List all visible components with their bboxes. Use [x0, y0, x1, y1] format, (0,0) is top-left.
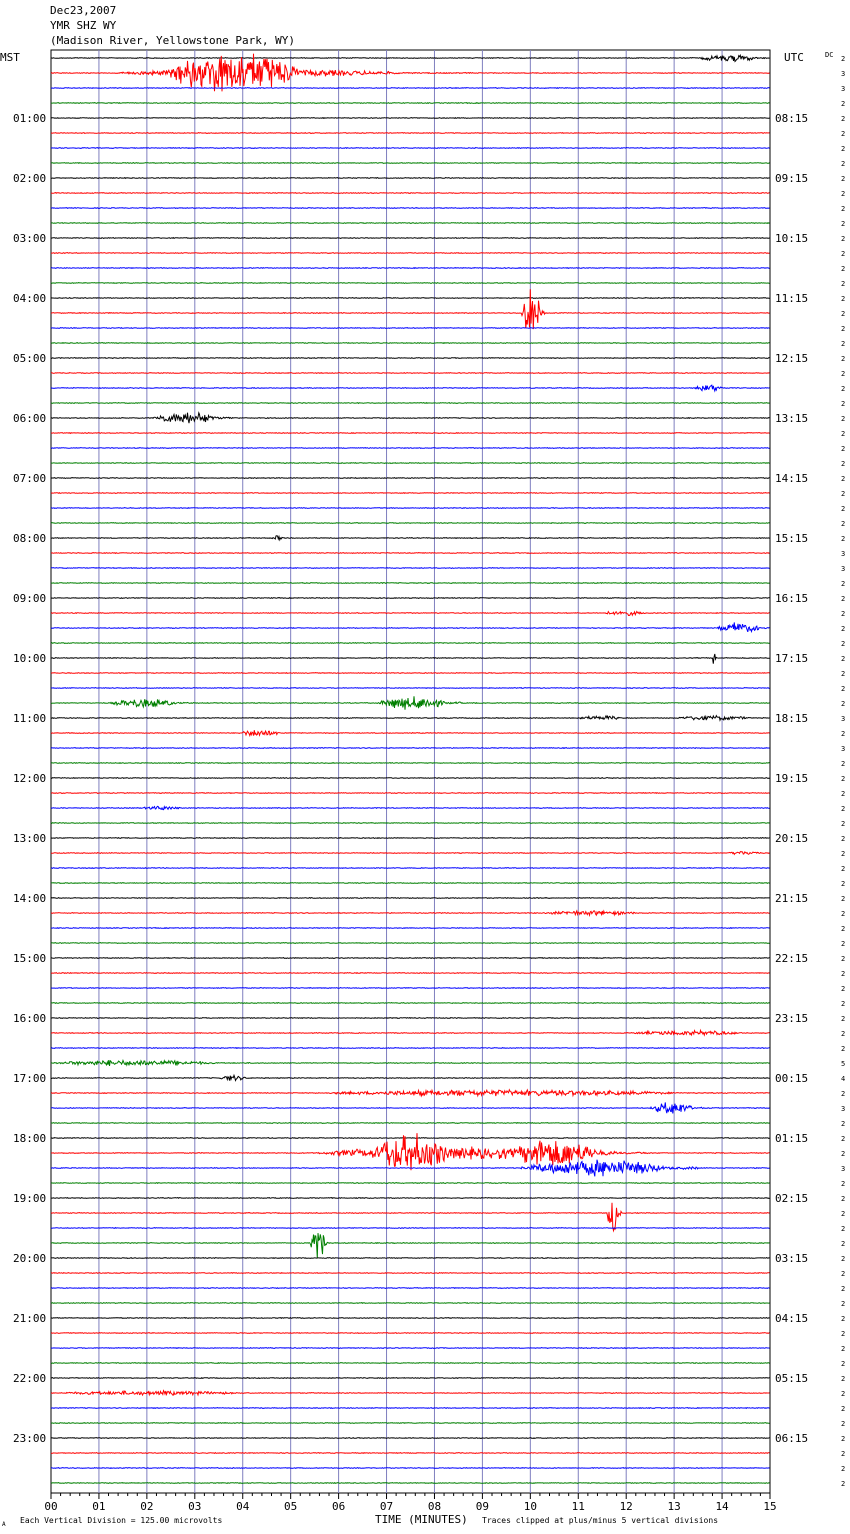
dc-offset-label: 2 [841, 1090, 846, 1098]
mst-hour-label: 04:00 [13, 292, 47, 305]
dc-offset-label: 2 [841, 985, 846, 993]
trace-row [51, 1233, 770, 1258]
mst-hour-label: 18:00 [13, 1132, 47, 1145]
dc-offset-label: 2 [841, 445, 846, 453]
trace-row [51, 1348, 770, 1349]
mst-hour-label: 10:00 [13, 652, 47, 665]
trace-row [51, 478, 770, 479]
trace-row [51, 1018, 770, 1019]
dc-offset-label: 2 [841, 1015, 846, 1023]
dc-offset-label: 2 [841, 295, 846, 303]
dc-offset-label: 4 [841, 1075, 846, 1083]
header-date: Dec23,2007 [50, 4, 117, 17]
dc-offset-label: 2 [841, 145, 846, 153]
x-tick-label: 14 [715, 1500, 729, 1513]
mst-hour-label: 12:00 [13, 772, 47, 785]
trace-row [51, 1391, 770, 1396]
dc-offset-label: 2 [841, 250, 846, 258]
dc-offset-label: 2 [841, 685, 846, 693]
dc-offset-label: 2 [841, 505, 846, 513]
trace-row [51, 883, 770, 884]
trace-row [51, 298, 770, 299]
dc-offset-label: 2 [841, 670, 846, 678]
dc-offset-label: 2 [841, 265, 846, 273]
dc-offset-label: 2 [841, 1285, 846, 1293]
x-tick-label: 09 [475, 1500, 490, 1513]
trace-row [51, 823, 770, 824]
trace-row [51, 328, 770, 329]
mst-hour-label: 14:00 [13, 892, 47, 905]
dc-offset-label: 2 [841, 895, 846, 903]
mst-hour-label: 22:00 [13, 1372, 47, 1385]
utc-hour-label: 08:15 [775, 112, 809, 125]
utc-hour-label: 20:15 [775, 832, 809, 845]
trace-row [51, 568, 770, 569]
trace-row [51, 268, 770, 269]
header-location: (Madison River, Yellowstone Park, WY) [50, 34, 296, 47]
trace-row [51, 696, 770, 709]
dc-offset-label: 2 [841, 1240, 846, 1248]
trace-row [51, 55, 770, 61]
mst-hour-label: 11:00 [13, 712, 47, 725]
trace-row [51, 493, 770, 494]
utc-hour-label: 19:15 [775, 772, 809, 785]
trace-row [51, 1288, 770, 1289]
dc-offset-label: 2 [841, 805, 846, 813]
x-tick-label: 03 [188, 1500, 202, 1513]
utc-hour-label: 02:15 [775, 1192, 809, 1205]
utc-hour-label: 01:15 [775, 1132, 809, 1145]
trace-row [51, 1003, 770, 1004]
trace-row [51, 373, 770, 374]
dc-offset-label: 3 [841, 1105, 846, 1113]
trace-row [51, 868, 770, 869]
plot-frame [51, 50, 770, 1493]
x-tick-label: 07 [379, 1500, 394, 1513]
trace-row [51, 385, 770, 391]
dc-offset-label: 2 [841, 1405, 846, 1413]
trace-row [51, 463, 770, 464]
x-tick-label: 15 [763, 1500, 777, 1513]
utc-hour-label: 06:15 [775, 1432, 809, 1445]
dc-offset-label: 2 [841, 280, 846, 288]
mst-hour-label: 01:00 [13, 112, 47, 125]
trace-row [51, 413, 770, 424]
dc-offset-label: 2 [841, 820, 846, 828]
dc-offset-label: 2 [841, 700, 846, 708]
trace-row [51, 958, 770, 959]
trace-row [51, 622, 770, 632]
x-tick-label: 13 [667, 1500, 681, 1513]
trace-row [51, 289, 770, 329]
dc-offset-label: 2 [841, 955, 846, 963]
mst-hour-label: 09:00 [13, 592, 47, 605]
dc-offset-label: 2 [841, 865, 846, 873]
dc-offset-label: 2 [841, 1480, 846, 1488]
dc-offset-label: 2 [841, 355, 846, 363]
trace-row [51, 283, 770, 284]
dc-offset-label: 2 [841, 1045, 846, 1053]
trace-row [51, 133, 770, 134]
dc-offset-label: 2 [841, 1120, 846, 1128]
dc-offset-label: 2 [841, 520, 846, 528]
dc-offset-label: 2 [841, 1330, 846, 1338]
trace-row [51, 553, 770, 554]
trace-row [51, 536, 770, 540]
trace-row [51, 598, 770, 599]
trace-row [51, 1075, 770, 1080]
utc-hour-label: 10:15 [775, 232, 809, 245]
utc-hour-label: 15:15 [775, 532, 809, 545]
trace-row [51, 1378, 770, 1379]
dc-offset-label: 2 [841, 490, 846, 498]
dc-offset-label: 2 [841, 655, 846, 663]
trace-row [51, 973, 770, 974]
trace-row [51, 523, 770, 524]
x-tick-label: 12 [619, 1500, 633, 1513]
trace-row [51, 716, 770, 721]
trace-row [51, 612, 770, 616]
dc-offset-label: 2 [841, 625, 846, 633]
utc-hour-label: 16:15 [775, 592, 809, 605]
dc-offset-label: 2 [841, 790, 846, 798]
x-tick-label: 04 [236, 1500, 250, 1513]
dc-offset-label: 2 [841, 475, 846, 483]
x-tick-label: 02 [140, 1500, 154, 1513]
utc-hour-label: 21:15 [775, 892, 809, 905]
dc-offset-label: 2 [841, 1000, 846, 1008]
dc-offset-label: 2 [841, 1135, 846, 1143]
trace-row [51, 1198, 770, 1199]
utc-hour-label: 03:15 [775, 1252, 809, 1265]
trace-row [51, 238, 770, 239]
dc-offset-label: 2 [841, 1315, 846, 1323]
dc-offset-label: 3 [841, 85, 846, 93]
dc-offset-label: 2 [841, 100, 846, 108]
trace-row [51, 1102, 770, 1113]
mst-hour-label: 17:00 [13, 1072, 47, 1085]
dc-offset-label: 2 [841, 205, 846, 213]
x-tick-label: 06 [331, 1500, 346, 1513]
dc-offset-label: 2 [841, 1210, 846, 1218]
trace-row [51, 806, 770, 809]
trace-row [51, 643, 770, 644]
dc-offset-label: 2 [841, 1300, 846, 1308]
header-station: YMR SHZ WY [50, 19, 117, 32]
trace-row [51, 852, 770, 855]
trace-row [51, 1333, 770, 1334]
utc-hour-label: 17:15 [775, 652, 809, 665]
dc-offset-label: 2 [841, 130, 846, 138]
dc-offset-label: 2 [841, 1450, 846, 1458]
mst-hour-label: 15:00 [13, 952, 47, 965]
trace-row [51, 1423, 770, 1424]
trace-row [51, 688, 770, 689]
dc-offset-label: 3 [841, 70, 846, 78]
dc-offset-label: 2 [841, 580, 846, 588]
dc-offset-label: 2 [841, 910, 846, 918]
mst-hour-label: 21:00 [13, 1312, 47, 1325]
dc-offset-label: 2 [841, 1180, 846, 1188]
trace-row [51, 148, 770, 149]
trace-row [51, 1090, 770, 1096]
dc-offset-label: 2 [841, 1225, 846, 1233]
dc-offset-label: 2 [841, 430, 846, 438]
dc-offset-label: 2 [841, 925, 846, 933]
trace-row [51, 508, 770, 509]
trace-row [51, 1048, 770, 1049]
utc-hour-label: 04:15 [775, 1312, 809, 1325]
utc-hour-label: 22:15 [775, 952, 809, 965]
dc-offset-label: 2 [841, 400, 846, 408]
dc-offset-label: 2 [841, 775, 846, 783]
dc-offset-label: 2 [841, 940, 846, 948]
trace-row [51, 1203, 770, 1231]
trace-row [51, 193, 770, 194]
trace-row [51, 654, 770, 664]
dc-offset-label: 2 [841, 370, 846, 378]
trace-row [51, 1258, 770, 1259]
utc-hour-label: 18:15 [775, 712, 809, 725]
dc-offset-label: 2 [841, 1435, 846, 1443]
trace-row [51, 343, 770, 344]
dc-offset-label: 2 [841, 235, 846, 243]
dc-offset-label: 2 [841, 1255, 846, 1263]
trace-row [51, 1483, 770, 1484]
footer-mark: A [2, 1521, 6, 1528]
dc-offset-label: 3 [841, 550, 846, 558]
dc-offset-label: 2 [841, 310, 846, 318]
trace-row [51, 1183, 770, 1184]
x-tick-label: 01 [92, 1500, 106, 1513]
dc-offset-label: 3 [841, 565, 846, 573]
trace-row [51, 1408, 770, 1409]
x-tick-label: 05 [284, 1500, 298, 1513]
dc-offset-label: 2 [841, 1420, 846, 1428]
trace-row [51, 763, 770, 764]
x-tick-label: 11 [571, 1500, 585, 1513]
dc-offset-label: 2 [841, 325, 846, 333]
dc-offset-label: 2 [841, 190, 846, 198]
trace-row [51, 911, 770, 916]
dc-offset-label: 2 [841, 640, 846, 648]
utc-axis-label: UTC [784, 51, 804, 64]
trace-row [51, 1438, 770, 1439]
dc-offset-label: 2 [841, 1390, 846, 1398]
utc-hour-label: 11:15 [775, 292, 809, 305]
dc-offset-label: 2 [841, 385, 846, 393]
trace-row [51, 898, 770, 899]
trace-row [51, 178, 770, 179]
trace-row [51, 208, 770, 209]
trace-row [51, 223, 770, 224]
utc-hour-label: 23:15 [775, 1012, 809, 1025]
utc-hour-label: 00:15 [775, 1072, 809, 1085]
dc-offset-label: 2 [841, 220, 846, 228]
trace-row [51, 1303, 770, 1304]
trace-row [51, 1468, 770, 1469]
trace-row [51, 583, 770, 584]
utc-hour-label: 05:15 [775, 1372, 809, 1385]
dc-offset-label: 2 [841, 1150, 846, 1158]
chart-grid [51, 50, 770, 1499]
trace-row [51, 1123, 770, 1124]
trace-row [51, 730, 770, 735]
trace-row [51, 943, 770, 944]
trace-row [51, 988, 770, 989]
trace-row [51, 673, 770, 674]
utc-hour-label: 12:15 [775, 352, 809, 365]
dc-offset-label: 2 [841, 1345, 846, 1353]
footer-scale: Each Vertical Division = 125.00 microvolts [20, 1516, 223, 1525]
dc-offset-label: 2 [841, 1360, 846, 1368]
mst-hour-label: 23:00 [13, 1432, 47, 1445]
dc-offset-label: 2 [841, 1195, 846, 1203]
trace-row [51, 838, 770, 839]
mst-hour-label: 03:00 [13, 232, 47, 245]
dc-offset-label: 2 [841, 730, 846, 738]
mst-hour-label: 07:00 [13, 472, 47, 485]
trace-row [51, 1133, 770, 1170]
utc-hour-label: 14:15 [775, 472, 809, 485]
footer-clip-note: Traces clipped at plus/minus 5 vertical divisions [482, 1516, 719, 1525]
utc-hour-label: 13:15 [775, 412, 809, 425]
mst-hour-label: 20:00 [13, 1252, 47, 1265]
trace-row [51, 253, 770, 254]
dc-offset-label: 2 [841, 1375, 846, 1383]
dc-offset-label: 2 [841, 115, 846, 123]
trace-row [51, 118, 770, 119]
trace-row [51, 1453, 770, 1454]
x-tick-label: 08 [427, 1500, 442, 1513]
dc-offset-label: 2 [841, 55, 846, 63]
dc-offset-label: 2 [841, 880, 846, 888]
trace-row [51, 358, 770, 359]
dc-offset-label: 2 [841, 1270, 846, 1278]
dc-offset-label: 2 [841, 850, 846, 858]
mst-hour-label: 16:00 [13, 1012, 47, 1025]
dc-offset-label: 2 [841, 1030, 846, 1038]
x-tick-label: 00 [44, 1500, 58, 1513]
dc-offset-label: 2 [841, 595, 846, 603]
mst-axis-label: MST [0, 51, 20, 64]
trace-row [51, 778, 770, 779]
mst-hour-label: 19:00 [13, 1192, 47, 1205]
mst-hour-label: 08:00 [13, 532, 47, 545]
dc-offset-label: 5 [841, 1060, 846, 1068]
dc-offset-label: 2 [841, 340, 846, 348]
mst-hour-label: 05:00 [13, 352, 47, 365]
trace-row [51, 54, 770, 92]
mst-hour-label: 06:00 [13, 412, 47, 425]
dc-offset-label: 2 [841, 760, 846, 768]
dc-offset-label: 2 [841, 460, 846, 468]
chart-labels [0, 51, 845, 1528]
dc-offset-label: 2 [841, 415, 846, 423]
x-tick-label: 10 [523, 1500, 537, 1513]
seismogram-traces [51, 54, 770, 1484]
trace-row [51, 1318, 770, 1319]
dc-offset-label: 3 [841, 715, 846, 723]
dc-offset-label: 2 [841, 610, 846, 618]
trace-row [51, 1228, 770, 1229]
dc-offset-label: 2 [841, 175, 846, 183]
trace-row [51, 103, 770, 104]
dc-offset-label: 2 [841, 160, 846, 168]
trace-row [51, 433, 770, 434]
dc-offset-label: 3 [841, 1165, 846, 1173]
utc-hour-label: 09:15 [775, 172, 809, 185]
trace-row [51, 793, 770, 794]
trace-row [51, 88, 770, 89]
dc-offset-label: 3 [841, 745, 846, 753]
dc-offset-label: 2 [841, 970, 846, 978]
x-axis-title: TIME (MINUTES) [375, 1513, 468, 1526]
trace-row [51, 163, 770, 164]
mst-hour-label: 02:00 [13, 172, 47, 185]
trace-row [51, 403, 770, 404]
dc-column-label: DC [825, 51, 834, 59]
trace-row [51, 748, 770, 749]
trace-row [51, 1363, 770, 1364]
trace-row [51, 1060, 770, 1066]
dc-offset-label: 2 [841, 535, 846, 543]
trace-row [51, 448, 770, 449]
dc-offset-label: 2 [841, 835, 846, 843]
trace-row [51, 928, 770, 929]
trace-row [51, 1030, 770, 1035]
trace-row [51, 1138, 770, 1139]
dc-offset-label: 2 [841, 1465, 846, 1473]
mst-hour-label: 13:00 [13, 832, 47, 845]
trace-row [51, 1273, 770, 1274]
